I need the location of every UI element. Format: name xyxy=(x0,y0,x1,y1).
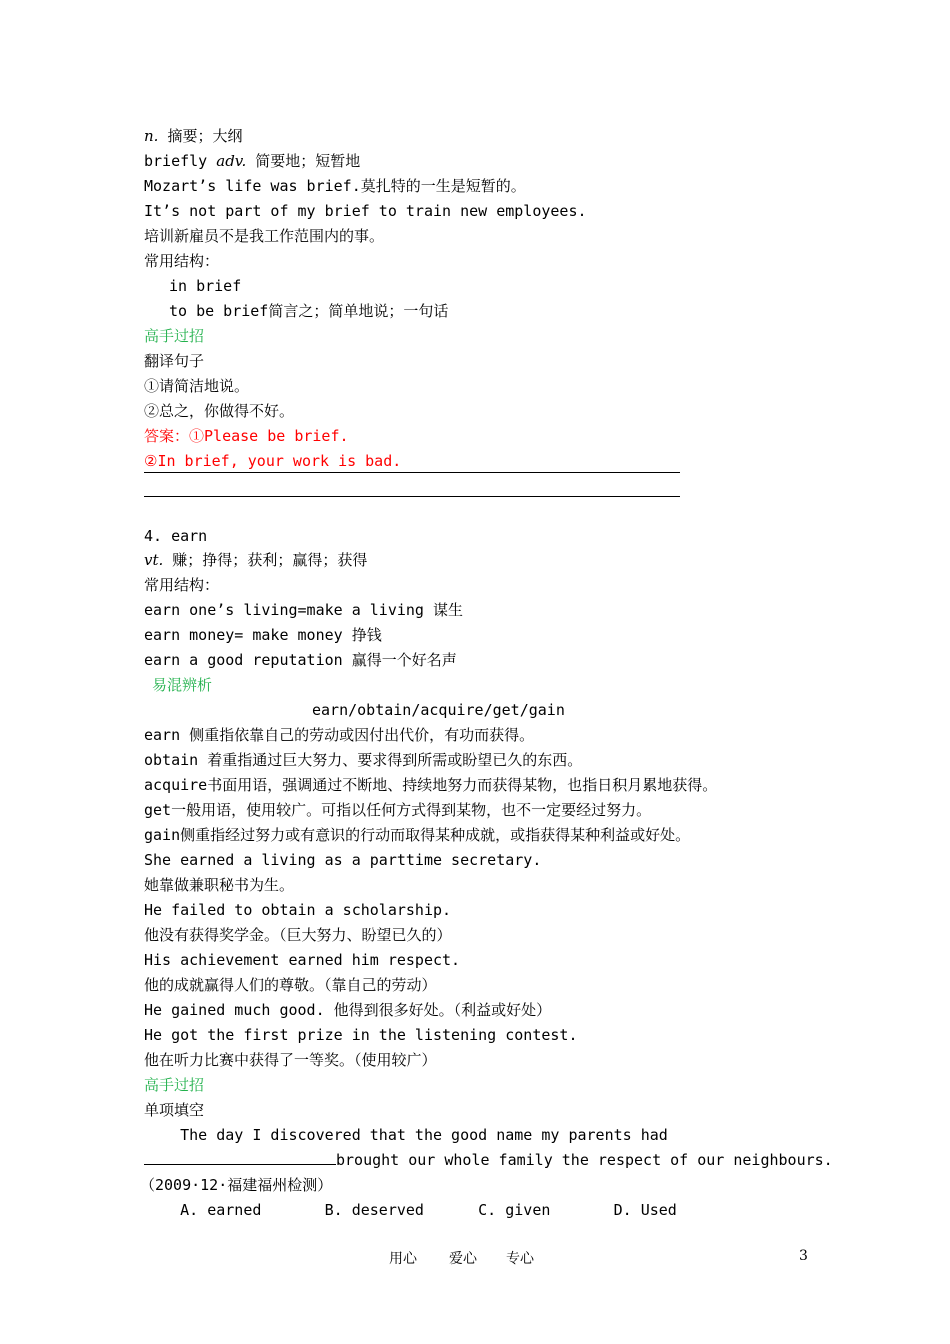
exercise-question: ①请简洁地说。 xyxy=(144,377,250,395)
explanation: earn 侧重指依靠自己的劳动或因付出代价，有功而获得。 xyxy=(144,726,535,744)
definition: 简要地；短暂地 xyxy=(246,152,361,170)
section-heading: 易混辨析 xyxy=(152,676,213,694)
example-translation: 他没有获得奖学金。（巨大努力、盼望已久的） xyxy=(144,926,452,944)
exercise-title: 单项填空 xyxy=(144,1101,205,1119)
exercise-title: 翻译句子 xyxy=(144,352,205,370)
section-heading: 高手过招 xyxy=(144,1076,205,1094)
structure-item: earn money= make money 挣钱 xyxy=(144,626,382,644)
footer-motto: 用心 xyxy=(389,1251,417,1267)
structure-item: earn one’s living=make a living 谋生 xyxy=(144,601,463,619)
example-sentence: His achievement earned him respect. xyxy=(144,951,461,969)
example-sentence: He got the first prize in the listening contest. xyxy=(144,1026,578,1044)
example-translation: 他在听力比赛中获得了一等奖。（使用较广） xyxy=(144,1051,437,1069)
footer-motto: 专心 xyxy=(506,1251,534,1267)
answer-text: ①Please be brief. xyxy=(189,427,349,445)
definition: 赚；挣得；获利；赢得；获得 xyxy=(163,551,368,569)
example-sentence: He failed to obtain a scholarship. xyxy=(144,901,452,919)
section-label: 常用结构： xyxy=(144,252,220,270)
confusion-words: earn/obtain/acquire/get/gain xyxy=(312,701,565,719)
explanation: acquire书面用语，强调通过不断地、持续地努力而获得某物，也指日积月累地获得。 xyxy=(144,776,718,794)
example-sentence: She earned a living as a parttime secretary. xyxy=(144,851,542,869)
section-heading: 高手过招 xyxy=(144,327,205,345)
exercise-question: ②总之，你做得不好。 xyxy=(144,402,295,420)
pos-label: vt. xyxy=(144,551,164,569)
pos-label: adv. xyxy=(216,152,247,170)
section-label: 常用结构： xyxy=(144,576,220,594)
example-sentence: Mozart’s life was brief.莫扎特的一生是短暂的。 xyxy=(144,177,526,195)
explanation: gain侧重指经过努力或有意识的行动而取得某种成就，或指获得某种利益或好处。 xyxy=(144,826,691,844)
answer-options: A. earned B. deserved C. given D. Used xyxy=(144,1201,677,1219)
explanation: obtain 着重指通过巨大努力、要求得到所需或盼望已久的东西。 xyxy=(144,751,583,769)
answer-rule xyxy=(144,496,680,497)
example-sentence: It’s not part of my brief to train new employees. xyxy=(144,202,587,220)
footer-motto: 爱心 xyxy=(449,1251,477,1267)
entry-heading: 4. earn xyxy=(144,527,208,545)
explanation: get一般用语，使用较广。可指以任何方式得到某物，也不一定要经过努力。 xyxy=(144,801,652,819)
structure-item: in brief xyxy=(169,277,242,295)
example-translation: 他的成就赢得人们的尊敬。（靠自己的劳动） xyxy=(144,976,437,994)
structure-item: earn a good reputation 赢得一个好名声 xyxy=(144,651,457,669)
example-translation: 她靠做兼职秘书为生。 xyxy=(144,876,295,894)
structure-item: to be brief简言之；简单地说；一句话 xyxy=(169,302,449,320)
page-number: 3 xyxy=(799,1248,808,1264)
answer-blank xyxy=(144,1150,336,1165)
answer-label: 答案： xyxy=(144,427,190,445)
question-line xyxy=(144,1150,833,1170)
definition: 摘要；大纲 xyxy=(158,127,243,145)
question-source: （2009·12·福建福州检测） xyxy=(140,1176,333,1194)
answer-rule xyxy=(144,472,680,473)
briefly-line xyxy=(144,151,360,171)
pos-label: n. xyxy=(144,127,159,145)
word: briefly xyxy=(144,152,217,170)
answer-line xyxy=(144,426,349,446)
question-text: brought our whole family the respect of our neighbours. xyxy=(336,1151,833,1169)
earn-pos-line xyxy=(144,550,367,570)
example-translation: 培训新雇员不是我工作范围内的事。 xyxy=(144,227,385,245)
brief-noun-line xyxy=(144,126,242,146)
example-sentence: He gained much good. 他得到很多好处。（利益或好处） xyxy=(144,1001,552,1019)
answer-line: ②In brief, your work is bad. xyxy=(144,452,402,470)
question-text: The day I discovered that the good name my parents had xyxy=(144,1126,668,1144)
